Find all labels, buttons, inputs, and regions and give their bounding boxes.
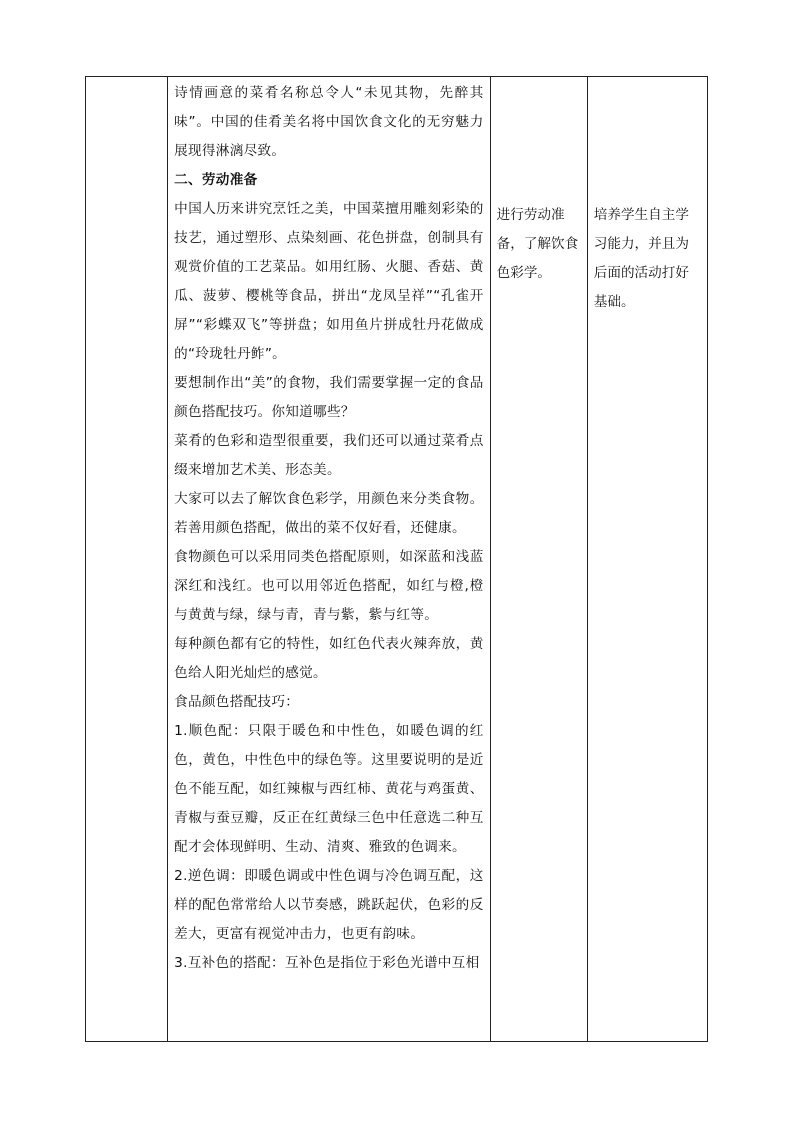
paragraph: 中国人历来讲究烹饪之美，中国菜擅用雕刻彩染的技艺，通过塑形、点染刻画、花色拼盘，创制具有观赏价值的工艺菜品。如用红肠、火腿、香菇、黄瓜、菠萝、樱桃等食品，拼出“龙凤呈祥”“孔雀开屏”“彩蝶双飞”等拼盘；如用鱼片拼成牡丹花做成的“玲珑牡丹鲊”。	[174, 201, 484, 362]
paragraph: 诗情画意的菜肴名称总令人“未见其物，先醉其味”。中国的佳肴美名将中国饮食文化的无穷魅力展现得淋漓尽致。	[174, 85, 484, 159]
paragraph: 菜肴的色彩和造型很重要，我们还可以通过菜肴点缀来增加艺术美、形态美。	[174, 433, 484, 478]
stage-cell	[86, 77, 168, 1042]
design-intent-text: 培养学生自主学习能力，并且为后面的活动打好基础。	[593, 207, 689, 310]
table-row	[86, 77, 708, 1042]
paragraph: 每种颜色都有它的特性，如红色代表火辣奔放，黄色给人阳光灿烂的感觉。	[174, 636, 484, 681]
student-activity-text: 进行劳动准备，了解饮食色彩学。	[496, 207, 579, 281]
design-intent-cell	[587, 77, 707, 1042]
paragraph: 1.顺色配：只限于暖色和中性色，如暖色调的红色，黄色，中性色中的绿色等。这里要说明的是近色不能互配，如红辣椒与西红柿、黄花与鸡蛋黄、青椒与蚕豆瓣，反正在红黄绿三色中任意选二种互配才会体现鲜明、生动、清爽、雅致的色调来。	[174, 723, 484, 855]
lesson-plan-table	[85, 76, 708, 1042]
teaching-content	[174, 79, 484, 978]
section-heading: 二、劳动准备	[174, 172, 258, 188]
paragraph: 食品颜色搭配技巧：	[174, 694, 300, 710]
paragraph: 要想制作出“美”的食物，我们需要掌握一定的食品颜色搭配技巧。你知道哪些？	[174, 375, 484, 420]
paragraph: 3.互补色的搭配：互补色是指位于彩色光谱中互相	[174, 955, 480, 971]
teaching-content-cell	[168, 77, 491, 1042]
student-activity-cell	[490, 77, 587, 1042]
paragraph: 大家可以去了解饮食色彩学，用颜色来分类食物。若善用颜色搭配，做出的菜不仅好看，还健康。	[174, 491, 484, 536]
paragraph: 2.逆色调：即暖色调或中性色调与冷色调互配，这样的配色常常给人以节奏感，跳跃起伏，色彩的反差大，更富有视觉冲击力，也更有韵味。	[174, 868, 484, 942]
paragraph: 食物颜色可以采用同类色搭配原则，如深蓝和浅蓝深红和浅红。也可以用邻近色搭配，如红与橙,橙与黄黄与绿，绿与青，青与紫，紫与红等。	[174, 549, 484, 623]
